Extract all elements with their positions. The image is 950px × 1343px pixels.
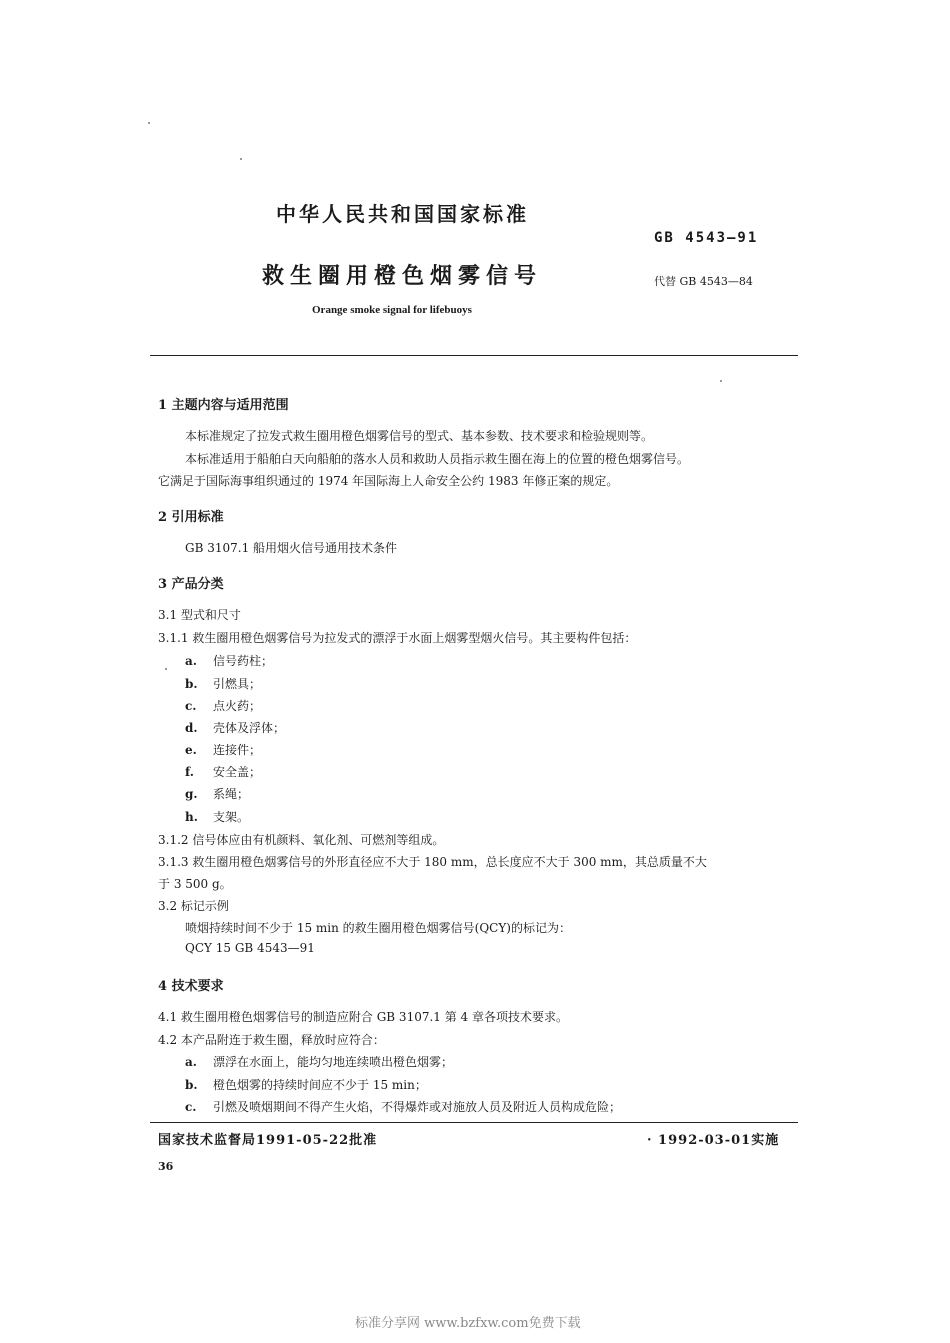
replaces-standard: 代替 GB 4543—84 xyxy=(654,275,753,288)
section-1-para-2-line-1: 本标准适用于船舶白天向船舶的落水人员和救助人员指示救生圈在海上的位置的橙色烟雾信号。 xyxy=(185,452,690,466)
list-item: g. 系绳； xyxy=(185,787,250,801)
section-1-heading: 1 主题内容与适用范围 xyxy=(158,398,289,413)
standard-number: GB 4543—91 xyxy=(654,230,759,246)
list-item: b. 橙色烟雾的持续时间应不少于 15 min； xyxy=(185,1078,427,1092)
list-item: b. 引燃具； xyxy=(185,677,262,691)
section-3-2-text: 喷烟持续时间不少于 15 min 的救生圈用橙色烟雾信号(QCY)的标记为： xyxy=(185,921,571,935)
header-divider xyxy=(150,355,798,356)
page-number: 36 xyxy=(158,1160,174,1173)
section-1-para-1: 本标准规定了拉发式救生圈用橙色烟雾信号的型式、基本参数、技术要求和检验规则等。 xyxy=(185,429,654,443)
english-title: Orange smoke signal for lifebuoys xyxy=(312,304,472,316)
section-3-1-1: 3.1.1 救生圈用橙色烟雾信号为拉发式的漂浮于水面上烟雾型烟火信号。其主要构件包括： xyxy=(158,631,637,645)
section-3-1-2: 3.1.2 信号体应由有机颜料、氧化剂、可燃剂等组成。 xyxy=(158,833,445,847)
implementation-date: · 1992-03-01实施 xyxy=(647,1133,780,1148)
section-1-para-2-line-2: 它满足于国际海事组织通过的 1974 年国际海上人命安全公约 1983 年修正案的规定。 xyxy=(158,474,619,488)
section-3-2-marking: QCY 15 GB 4543—91 xyxy=(185,941,315,955)
approval-date: 国家技术监督局1991-05-22批准 xyxy=(158,1133,378,1148)
section-4-2: 4.2 本产品附连于救生圈，释放时应符合： xyxy=(158,1033,385,1047)
list-item: c. 点火药； xyxy=(185,699,262,713)
scan-speck xyxy=(148,122,150,124)
list-item: d. 壳体及浮体； xyxy=(185,721,286,735)
national-standard-heading: 中华人民共和国国家标准 xyxy=(276,202,529,226)
watermark: 标准分享网 www.bzfxw.com免费下载 xyxy=(355,1316,581,1331)
document-title: 救生圈用橙色烟雾信号 xyxy=(262,263,543,289)
list-item: f. 安全盖； xyxy=(185,765,262,779)
scan-speck xyxy=(165,668,167,670)
section-3-1: 3.1 型式和尺寸 xyxy=(158,608,241,622)
section-4-heading: 4 技术要求 xyxy=(158,979,224,994)
section-4-1: 4.1 救生圈用橙色烟雾信号的制造应附合 GB 3107.1 第 4 章各项技术要求。 xyxy=(158,1010,569,1024)
section-3-heading: 3 产品分类 xyxy=(158,577,224,592)
scan-speck xyxy=(240,158,242,160)
section-2-heading: 2 引用标准 xyxy=(158,510,224,525)
footer-divider xyxy=(150,1122,798,1123)
list-item: h. 支架。 xyxy=(185,810,250,824)
section-3-1-3-line-2: 于 3 500 g。 xyxy=(158,877,232,891)
scan-speck xyxy=(720,380,722,382)
list-item: a. 信号药柱； xyxy=(185,654,274,668)
section-3-1-3-line-1: 3.1.3 救生圈用橙色烟雾信号的外形直径应不大于 180 mm，总长度应不大于 300 mm，其总质量不大 xyxy=(158,855,707,869)
section-3-2: 3.2 标记示例 xyxy=(158,899,229,913)
list-item: c. 引燃及喷烟期间不得产生火焰，不得爆炸或对施放人员及附近人员构成危险； xyxy=(185,1100,622,1114)
section-2-reference: GB 3107.1 船用烟火信号通用技术条件 xyxy=(185,541,398,555)
list-item: a. 漂浮在水面上，能均匀地连续喷出橙色烟雾； xyxy=(185,1055,454,1069)
list-item: e. 连接件； xyxy=(185,743,262,757)
